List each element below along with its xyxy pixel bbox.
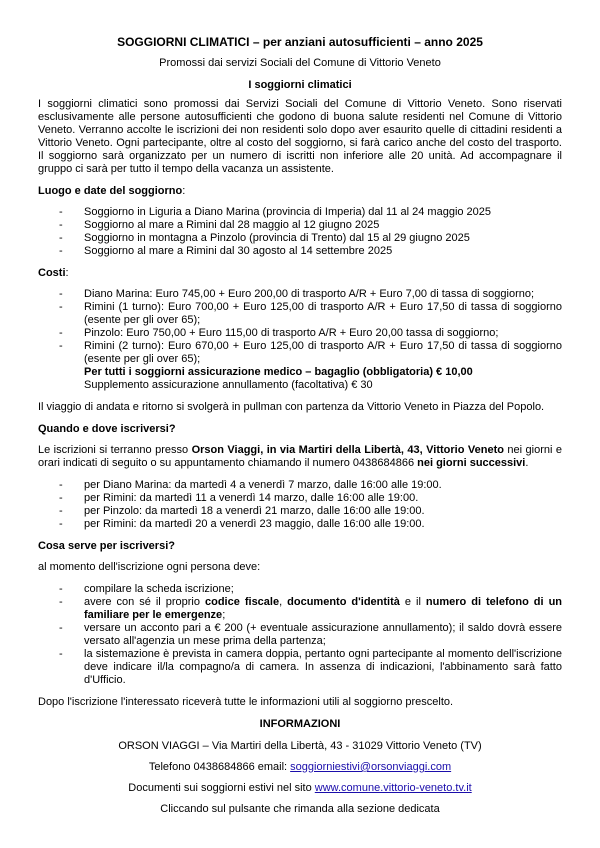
numero-emergenze: numero di telefono di un familiare per le emergenze	[84, 596, 563, 621]
serve-item2-g: ;	[222, 609, 226, 621]
iscrizioni-list	[38, 479, 562, 531]
info-address: ORSON VIAGGI – Via Martiri della Libertà, 43 - 31029 Vittorio Veneto (TV)	[118, 740, 482, 752]
serve-item2-a: avere con sé il proprio	[84, 596, 205, 608]
list-item: - per Pinzolo: da martedì 18 a venerdì 21 marzo, dalle 16:00 alle 19:00.	[38, 505, 562, 518]
viaggio-paragraph: Il viaggio di andata e ritorno si svolgerà in pullman con partenza da Vittorio Veneto in Piazza del Popolo.	[38, 401, 545, 413]
iscrizioni-text-mid: nei giorni e orari indicati di seguito o su appuntamento chiamando il numero 0438684866	[38, 444, 562, 469]
list-item: - Rimini (1 turno): Euro 700,00 + Euro 125,00 di trasporto A/R + Euro 17,50 di tassa di soggiorno (esente per gli over 65);	[38, 301, 562, 327]
iscrizioni-text-start: Le iscrizioni si terranno presso	[38, 444, 192, 456]
agency-address: Orson Viaggi, in via Martiri della Libertà, 43, Vittorio Veneto	[191, 444, 504, 456]
list-item: - Soggiorno in Liguria a Diano Marina (provincia di Imperia) dal 11 al 24 maggio 2025	[38, 206, 562, 219]
info-docs	[38, 782, 562, 795]
info-docs-text: Documenti sui soggiorni estivi nel sito	[128, 782, 315, 794]
luoghi-heading-text: Luogo e date del soggiorno	[38, 185, 183, 197]
list-item: - per Rimini: da martedì 20 a venerdì 23 maggio, dalle 16:00 alle 19:00.	[38, 518, 562, 531]
serve-intro: al momento dell'iscrizione ogni persona deve:	[38, 561, 261, 573]
codice-fiscale: codice fiscale	[205, 596, 280, 608]
site-link[interactable]: www.comune.vittorio-veneto.tv.it	[314, 782, 472, 794]
list-item: - Pinzolo: Euro 750,00 + Euro 115,00 di trasporto A/R + Euro 20,00 tassa di soggiorno;	[38, 327, 562, 340]
dopo-paragraph: Dopo l'iscrizione l'interessato riceverà tutte le informazioni utili al soggiorno prescelto.	[38, 696, 454, 708]
iscrizioni-paragraph	[38, 444, 562, 470]
list-item: - per Rimini: da martedì 11 a venerdì 14 marzo, dalle 16:00 alle 19:00.	[38, 492, 562, 505]
intro-paragraph: I soggiorni climatici sono promossi dai Servizi Sociali del Comune di Vittorio Veneto. Sono riservati esclusivamente alle persone autosufficienti che godono di buona salute residenti nel Comune di Vittorio Veneto. Verranno accolte le iscrizioni dei non residenti solo dopo aver esaurito quelle di cittadini residenti a Vittorio Veneto. Ogni partecipante, oltre al costo del soggiorno, si farà carico anche del costo del trasporto. Il soggiorno sarà organizzato per un numero di iscritti non inferiore alle 20 unità. Ad accompagnare il gruppo ci sarà per tutto il tempo della vacanza un assistente.	[38, 98, 562, 175]
insurance-optional: Supplemento assicurazione annullamento (facoltativa) € 30	[84, 379, 373, 391]
serve-list	[38, 583, 562, 687]
list-item: - Soggiorno al mare a Rimini dal 28 maggio al 12 giugno 2025	[38, 219, 562, 232]
list-item	[38, 596, 562, 622]
luoghi-heading	[38, 185, 562, 198]
document-subtitle: Promossi dai servizi Sociali del Comune di Vittorio Veneto	[159, 57, 441, 69]
luoghi-heading-colon: :	[182, 185, 186, 197]
iscrizioni-later-days: nei giorni successivi	[417, 457, 526, 469]
list-item: - Soggiorno in montagna a Pinzolo (provincia di Trento) dal 15 al 29 giugno 2025	[38, 232, 562, 245]
email-link[interactable]: soggiorniestivi@orsonviaggi.com	[290, 761, 452, 773]
list-item: - versare un acconto pari a € 200 (+ eventuale assicurazione annullamento); il saldo dovrà essere versato all'agenzia un mese prima della partenza;	[38, 622, 562, 648]
list-item: - Soggiorno al mare a Rimini dal 30 agosto al 14 settembre 2025	[38, 245, 562, 258]
serve-item2-e: e il	[399, 596, 426, 608]
info-phone	[38, 761, 562, 774]
iscrizioni-heading: Quando e dove iscriversi?	[38, 423, 176, 435]
list-item: - Diano Marina: Euro 745,00 + Euro 200,00 di trasporto A/R + Euro 7,00 di tassa di soggiorno;	[38, 288, 562, 301]
list-item: - compilare la scheda iscrizione;	[38, 583, 562, 596]
iscrizioni-text-end: .	[525, 457, 529, 469]
info-click: Cliccando sul pulsante che rimanda alla sezione dedicata	[160, 803, 440, 815]
documento-identita: documento d'identità	[287, 596, 400, 608]
serve-item2-c: ,	[279, 596, 288, 608]
section-title: I soggiorni climatici	[248, 79, 352, 91]
info-heading: INFORMAZIONI	[259, 718, 341, 730]
document-title: SOGGIORNI CLIMATICI – per anziani autosufficienti – anno 2025	[117, 35, 483, 49]
list-item: - per Diano Marina: da martedì 4 a venerdì 7 marzo, dalle 16:00 alle 19:00.	[38, 479, 562, 492]
costi-list	[38, 288, 562, 392]
info-phone-text: Telefono 0438684866 email:	[148, 761, 291, 773]
insurance-mandatory: Per tutti i soggiorni assicurazione medico – bagaglio (obbligatoria) € 10,00	[84, 366, 473, 378]
costi-heading-text: Costi	[38, 267, 66, 279]
serve-heading: Cosa serve per iscriversi?	[38, 540, 175, 552]
luoghi-list	[38, 206, 562, 258]
costi-heading-colon: :	[65, 267, 69, 279]
costi-heading	[38, 267, 562, 280]
list-item: - Rimini (2 turno): Euro 670,00 + Euro 125,00 di trasporto A/R + Euro 17,50 di tassa di soggiorno (esente per gli over 65);	[38, 340, 562, 366]
list-item: - la sistemazione è prevista in camera doppia, pertanto ogni partecipante al momento dell'iscrizione deve indicare il/la compagno/a di camera. In assenza di indicazioni, l'abbinamento sarà fatto d'Ufficio.	[38, 648, 562, 687]
